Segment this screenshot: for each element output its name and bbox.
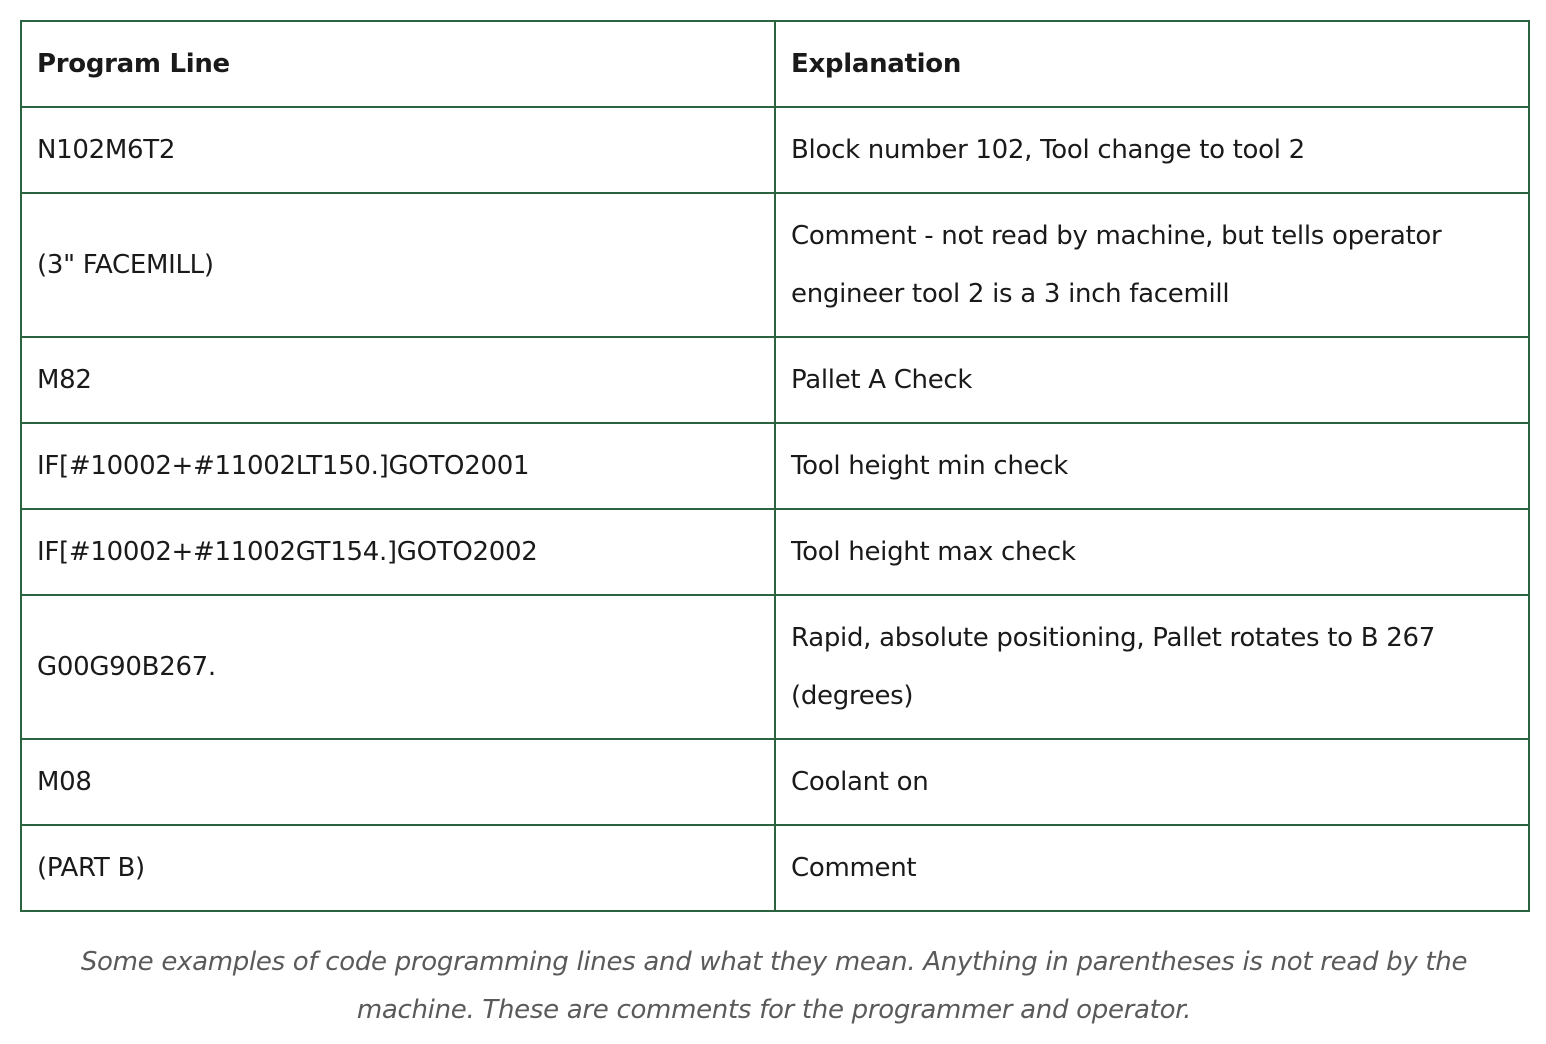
- table-row: [21, 825, 1529, 911]
- table-row: [21, 423, 1529, 509]
- explanation-cell: Coolant on: [775, 739, 1529, 825]
- explanation-cell: Tool height max check: [775, 509, 1529, 595]
- table-row: [21, 107, 1529, 193]
- program-line-cell: M82: [21, 337, 775, 423]
- explanation-cell: Comment: [775, 825, 1529, 911]
- explanation-cell: Tool height min check: [775, 423, 1529, 509]
- table-row: [21, 739, 1529, 825]
- header-explanation: Explanation: [775, 21, 1529, 107]
- code-table: [20, 20, 1530, 912]
- table-row: [21, 509, 1529, 595]
- header-program-line: Program Line: [21, 21, 775, 107]
- explanation-cell: Comment - not read by machine, but tells operator engineer tool 2 is a 3 inch facemill: [775, 193, 1529, 337]
- table-header-row: [21, 21, 1529, 107]
- explanation-cell: Pallet A Check: [775, 337, 1529, 423]
- code-table-container: [20, 20, 1528, 912]
- table-caption: Some examples of code programming lines and what they mean. Anything in parentheses is not read by the machine. These are comments for the programmer and operator.: [80, 947, 1468, 1025]
- explanation-cell: Rapid, absolute positioning, Pallet rotates to B 267 (degrees): [775, 595, 1529, 739]
- program-line-cell: G00G90B267.: [21, 595, 775, 739]
- program-line-cell: M08: [21, 739, 775, 825]
- program-line-cell: IF[#10002+#11002LT150.]GOTO2001: [21, 423, 775, 509]
- program-line-cell: (3" FACEMILL): [21, 193, 775, 337]
- program-line-cell: (PART B): [21, 825, 775, 911]
- table-row: [21, 595, 1529, 739]
- program-line-cell: N102M6T2: [21, 107, 775, 193]
- table-row: [21, 337, 1529, 423]
- explanation-cell: Block number 102, Tool change to tool 2: [775, 107, 1529, 193]
- table-row: [21, 193, 1529, 337]
- program-line-cell: IF[#10002+#11002GT154.]GOTO2002: [21, 509, 775, 595]
